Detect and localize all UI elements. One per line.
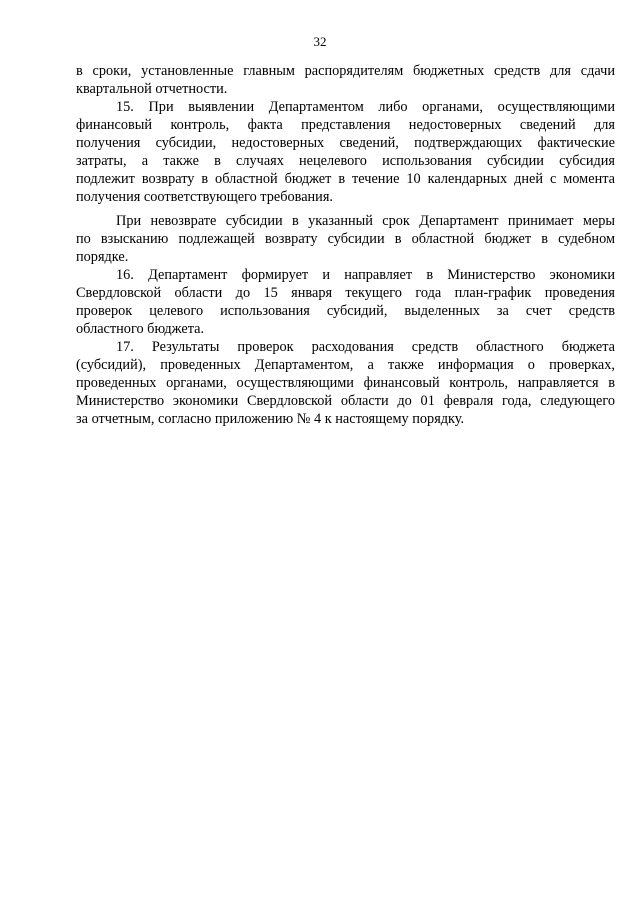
- text-line: 16. Департамент формирует и направляет в Министерство экономики: [116, 267, 615, 283]
- text-line: 17. Результаты проверок расходования средств областного бюджета: [116, 339, 615, 355]
- text-line: квартальной отчетности.: [76, 81, 228, 97]
- text-line: Свердловской области до 15 января текущего года план-график проведения: [76, 285, 615, 301]
- page-number: 32: [313, 34, 327, 49]
- text-line: 15. При выявлении Департаментом либо органами, осуществляющими: [116, 99, 615, 115]
- text-line: (субсидий), проведенных Департаментом, а также информация о проверках,: [76, 357, 615, 373]
- paragraph-15: [76, 98, 615, 206]
- text-line: При невозврате субсидии в указанный срок Департамент принимает меры: [116, 213, 615, 229]
- text-line: проведенных органами, осуществляющими финансовый контроль, направляется в: [76, 375, 615, 391]
- text-line: по взысканию подлежащей возврату субсидии в областной бюджет в судебном: [76, 231, 615, 247]
- text-line: финансовый контроль, факта представления недостоверных сведений для: [76, 117, 615, 133]
- text-line: Министерство экономики Свердловской области до 01 февраля года, следующего: [76, 393, 615, 409]
- paragraph-14-continuation: [76, 62, 615, 98]
- text-line: за отчетным, согласно приложению № 4 к настоящему порядку.: [76, 411, 465, 427]
- text-line: порядке.: [76, 249, 129, 265]
- paragraph-16: [76, 266, 615, 338]
- text-line: проверок целевого использования субсидий, выделенных за счет средств: [76, 303, 615, 319]
- text-line: подлежит возврату в областной бюджет в течение 10 календарных дней с момента: [76, 171, 615, 187]
- text-line: получения субсидии, недостоверных сведений, подтверждающих фактические: [76, 135, 615, 151]
- paragraph-15-continuation: [76, 212, 615, 266]
- text-line: затраты, а также в случаях нецелевого использования субсидии субсидия: [76, 153, 615, 169]
- text-line: получения соответствующего требования.: [76, 189, 333, 205]
- document-body: [76, 62, 615, 428]
- text-line: областного бюджета.: [76, 321, 205, 337]
- text-line: в сроки, установленные главным распорядителям бюджетных средств для сдачи: [76, 63, 615, 79]
- paragraph-17: [76, 338, 615, 428]
